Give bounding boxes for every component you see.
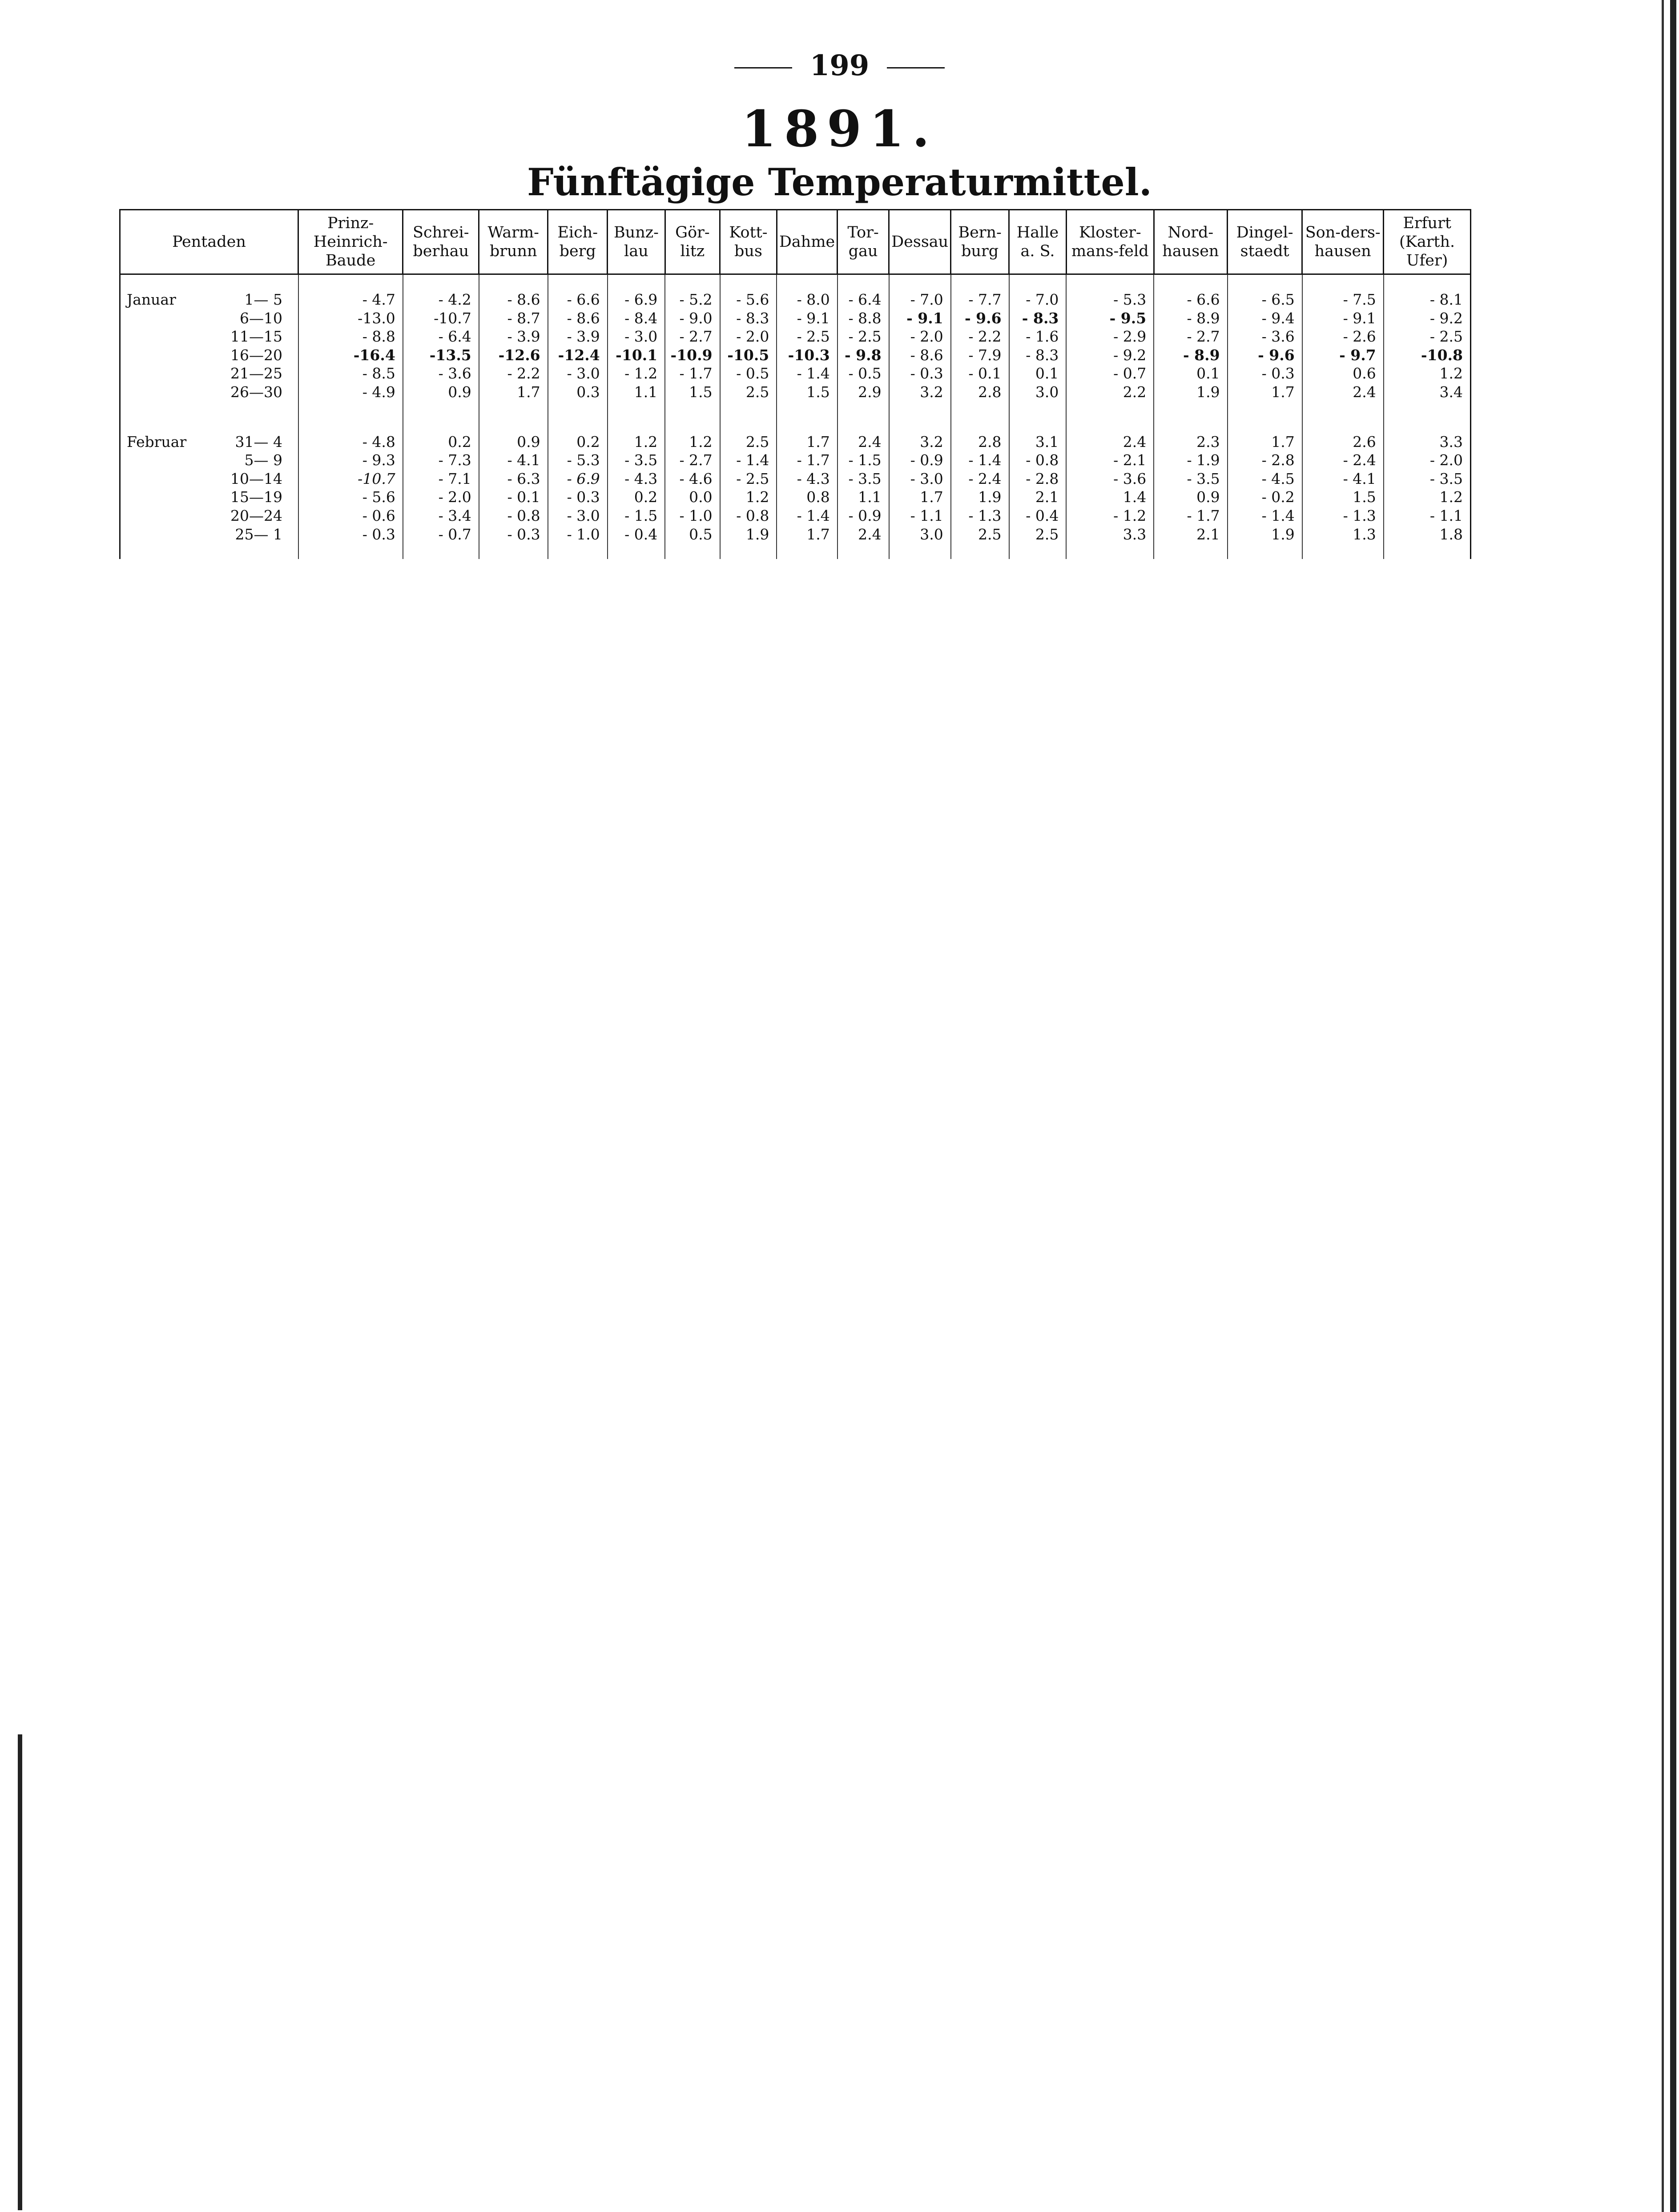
col-header-station: Schrei-berhau bbox=[403, 210, 479, 274]
temperature-cell: - 8.6 bbox=[479, 274, 548, 309]
temperature-cell: - 3.0 bbox=[889, 470, 951, 488]
temperature-cell: 2.4 bbox=[1302, 383, 1384, 417]
temperature-cell: - 3.6 bbox=[1228, 327, 1302, 346]
temperature-cell: - 0.3 bbox=[298, 525, 403, 559]
temperature-cell: -10.3 bbox=[777, 346, 837, 365]
temperature-cell: 1.2 bbox=[720, 488, 777, 507]
temperature-cell: 2.2 bbox=[1066, 383, 1154, 417]
temperature-cell: - 9.8 bbox=[837, 346, 889, 365]
temperature-cell: - 2.4 bbox=[1302, 451, 1384, 470]
col-header-station: Kott-bus bbox=[720, 210, 777, 274]
temperature-cell: - 2.5 bbox=[837, 327, 889, 346]
temperature-cell: - 2.4 bbox=[951, 470, 1009, 488]
temperature-cell: - 0.8 bbox=[720, 507, 777, 525]
temperature-cell: - 8.1 bbox=[1384, 274, 1471, 309]
temperature-cell: 0.0 bbox=[665, 488, 720, 507]
temperature-cell: - 2.5 bbox=[1384, 327, 1471, 346]
temperature-cell: - 6.4 bbox=[837, 274, 889, 309]
temperature-cell: 0.9 bbox=[403, 383, 479, 417]
temperature-cell: 1.7 bbox=[777, 417, 837, 451]
temperature-cell: - 5.3 bbox=[1066, 274, 1154, 309]
temperature-cell: - 3.5 bbox=[1154, 470, 1227, 488]
temperature-table bbox=[119, 209, 1471, 559]
temperature-cell: - 5.2 bbox=[665, 274, 720, 309]
col-header-station: Gör-litz bbox=[665, 210, 720, 274]
pentad-cell bbox=[120, 327, 298, 346]
temperature-cell: 0.5 bbox=[665, 525, 720, 559]
year-heading: 1891. bbox=[741, 100, 938, 158]
temperature-cell: 2.8 bbox=[951, 417, 1009, 451]
temperature-cell: 1.2 bbox=[1384, 364, 1471, 383]
temperature-cell: - 3.9 bbox=[479, 327, 548, 346]
temperature-cell: - 3.9 bbox=[548, 327, 608, 346]
month-label: Februar bbox=[127, 433, 187, 450]
temperature-cell: - 9.1 bbox=[777, 309, 837, 328]
col-header-station: Dingel-staedt bbox=[1228, 210, 1302, 274]
temperature-cell: - 8.8 bbox=[298, 327, 403, 346]
table-row bbox=[120, 309, 1471, 328]
temperature-cell: - 8.7 bbox=[479, 309, 548, 328]
temperature-cell: - 1.2 bbox=[1066, 507, 1154, 525]
temperature-cell: -12.4 bbox=[548, 346, 608, 365]
temperature-cell: -10.1 bbox=[608, 346, 665, 365]
temperature-cell: 1.9 bbox=[720, 525, 777, 559]
pentad-range: 10—14 bbox=[230, 470, 282, 487]
col-header-station: Nord-hausen bbox=[1154, 210, 1227, 274]
temperature-cell: 1.4 bbox=[1066, 488, 1154, 507]
table-header bbox=[120, 210, 1471, 274]
temperature-cell: - 2.0 bbox=[889, 327, 951, 346]
temperature-cell: - 7.7 bbox=[951, 274, 1009, 309]
temperature-cell: 1.5 bbox=[665, 383, 720, 417]
temperature-cell: - 0.9 bbox=[889, 451, 951, 470]
pentad-cell bbox=[120, 451, 298, 470]
temperature-cell: - 3.5 bbox=[1384, 470, 1471, 488]
temperature-cell: 2.1 bbox=[1009, 488, 1067, 507]
temperature-cell: - 1.4 bbox=[720, 451, 777, 470]
temperature-cell: - 2.6 bbox=[1302, 327, 1384, 346]
temperature-cell: - 1.4 bbox=[777, 507, 837, 525]
col-header-station: Bern-burg bbox=[951, 210, 1009, 274]
temperature-cell: -10.5 bbox=[720, 346, 777, 365]
temperature-cell: - 0.4 bbox=[608, 525, 665, 559]
pentad-cell bbox=[120, 346, 298, 365]
table-body bbox=[120, 274, 1471, 559]
temperature-cell: -16.4 bbox=[298, 346, 403, 365]
temperature-cell: 2.4 bbox=[837, 417, 889, 451]
temperature-cell: - 8.4 bbox=[608, 309, 665, 328]
pentad-range: 5— 9 bbox=[244, 451, 282, 469]
pentad-range: 11—15 bbox=[230, 328, 282, 346]
temperature-cell: 1.7 bbox=[1228, 417, 1302, 451]
temperature-cell: - 0.3 bbox=[889, 364, 951, 383]
temperature-cell: - 4.5 bbox=[1228, 470, 1302, 488]
temperature-cell: - 6.6 bbox=[1154, 274, 1227, 309]
pentad-range: 6—10 bbox=[240, 309, 282, 327]
col-header-station: Kloster-mans-feld bbox=[1066, 210, 1154, 274]
temperature-cell: 2.4 bbox=[1066, 417, 1154, 451]
temperature-cell: - 3.5 bbox=[837, 470, 889, 488]
temperature-cell: - 9.6 bbox=[951, 309, 1009, 328]
temperature-cell: 1.5 bbox=[777, 383, 837, 417]
temperature-cell: 2.5 bbox=[720, 417, 777, 451]
temperature-cell: - 1.7 bbox=[777, 451, 837, 470]
temperature-cell: - 9.3 bbox=[298, 451, 403, 470]
temperature-cell: - 1.3 bbox=[951, 507, 1009, 525]
temperature-cell: 1.2 bbox=[608, 417, 665, 451]
temperature-cell: - 7.0 bbox=[889, 274, 951, 309]
col-header-pentaden: Pentaden bbox=[120, 210, 298, 274]
table-row bbox=[120, 364, 1471, 383]
temperature-cell: - 7.1 bbox=[403, 470, 479, 488]
temperature-cell: - 9.5 bbox=[1066, 309, 1154, 328]
col-header-station: Halle a. S. bbox=[1009, 210, 1067, 274]
temperature-cell: 0.2 bbox=[608, 488, 665, 507]
col-header-station: Prinz-Heinrich-Baude bbox=[298, 210, 403, 274]
temperature-cell: -13.0 bbox=[298, 309, 403, 328]
temperature-cell: - 1.1 bbox=[889, 507, 951, 525]
temperature-cell: - 0.9 bbox=[837, 507, 889, 525]
binding-mark bbox=[18, 1734, 22, 2210]
temperature-cell: - 4.1 bbox=[1302, 470, 1384, 488]
temperature-cell: - 8.9 bbox=[1154, 309, 1227, 328]
temperature-cell: - 1.4 bbox=[951, 451, 1009, 470]
pentad-range: 26—30 bbox=[230, 383, 282, 401]
temperature-cell: 0.2 bbox=[548, 417, 608, 451]
temperature-cell: - 4.7 bbox=[298, 274, 403, 309]
temperature-cell: - 8.5 bbox=[298, 364, 403, 383]
temperature-cell: 3.0 bbox=[1009, 383, 1067, 417]
temperature-cell: - 0.7 bbox=[403, 525, 479, 559]
temperature-cell: - 9.6 bbox=[1228, 346, 1302, 365]
temperature-cell: - 1.3 bbox=[1302, 507, 1384, 525]
temperature-cell: 3.4 bbox=[1384, 383, 1471, 417]
pentad-cell bbox=[120, 274, 298, 309]
temperature-cell: 1.7 bbox=[1228, 383, 1302, 417]
temperature-cell: 2.4 bbox=[837, 525, 889, 559]
temperature-cell: - 0.3 bbox=[1228, 364, 1302, 383]
temperature-cell: 3.1 bbox=[1009, 417, 1067, 451]
col-header-station: Dessau bbox=[889, 210, 951, 274]
temperature-cell: - 6.4 bbox=[403, 327, 479, 346]
temperature-cell: -12.6 bbox=[479, 346, 548, 365]
temperature-cell: - 2.2 bbox=[479, 364, 548, 383]
table-row bbox=[120, 274, 1471, 309]
temperature-cell: - 0.6 bbox=[298, 507, 403, 525]
temperature-cell: - 6.3 bbox=[479, 470, 548, 488]
temperature-cell: 0.2 bbox=[403, 417, 479, 451]
page-number bbox=[0, 49, 1679, 82]
temperature-cell: -10.9 bbox=[665, 346, 720, 365]
temperature-cell: 0.1 bbox=[1009, 364, 1067, 383]
temperature-cell: - 6.5 bbox=[1228, 274, 1302, 309]
temperature-cell: - 2.7 bbox=[665, 451, 720, 470]
temperature-cell: - 7.5 bbox=[1302, 274, 1384, 309]
temperature-cell: - 9.7 bbox=[1302, 346, 1384, 365]
temperature-cell: 0.9 bbox=[479, 417, 548, 451]
table-row bbox=[120, 383, 1471, 417]
temperature-cell: - 0.1 bbox=[951, 364, 1009, 383]
temperature-cell: - 2.0 bbox=[403, 488, 479, 507]
table-row bbox=[120, 488, 1471, 507]
temperature-cell: -13.5 bbox=[403, 346, 479, 365]
month-label: Januar bbox=[127, 291, 176, 308]
pentad-range: 21—25 bbox=[230, 365, 282, 382]
temperature-cell: 1.9 bbox=[1154, 383, 1227, 417]
col-header-station: Dahme bbox=[777, 210, 837, 274]
temperature-cell: 1.1 bbox=[608, 383, 665, 417]
temperature-cell: - 5.3 bbox=[548, 451, 608, 470]
temperature-cell: - 8.6 bbox=[889, 346, 951, 365]
temperature-cell: - 0.4 bbox=[1009, 507, 1067, 525]
temperature-cell: 0.6 bbox=[1302, 364, 1384, 383]
pentad-cell bbox=[120, 470, 298, 488]
temperature-cell: - 1.4 bbox=[777, 364, 837, 383]
temperature-cell: 1.7 bbox=[889, 488, 951, 507]
temperature-cell: 1.7 bbox=[777, 525, 837, 559]
temperature-cell: 3.3 bbox=[1066, 525, 1154, 559]
temperature-cell: - 2.7 bbox=[665, 327, 720, 346]
pentad-cell bbox=[120, 525, 298, 559]
temperature-cell: 1.9 bbox=[951, 488, 1009, 507]
pentad-cell bbox=[120, 309, 298, 328]
temperature-cell: - 9.1 bbox=[889, 309, 951, 328]
temperature-cell: - 8.3 bbox=[720, 309, 777, 328]
temperature-cell: - 0.2 bbox=[1228, 488, 1302, 507]
temperature-cell: 1.8 bbox=[1384, 525, 1471, 559]
page-edge-line-inner bbox=[1662, 0, 1664, 2212]
header-row bbox=[120, 210, 1471, 274]
page-number-dash-left bbox=[734, 67, 792, 68]
temperature-cell: - 8.3 bbox=[1009, 346, 1067, 365]
temperature-cell: - 1.2 bbox=[608, 364, 665, 383]
temperature-cell: 2.5 bbox=[1009, 525, 1067, 559]
temperature-cell: 3.2 bbox=[889, 417, 951, 451]
temperature-cell: - 6.9 bbox=[548, 470, 608, 488]
temperature-cell: 1.7 bbox=[479, 383, 548, 417]
temperature-cell: - 0.3 bbox=[548, 488, 608, 507]
table-row bbox=[120, 525, 1471, 559]
page-number-dash-right bbox=[887, 67, 945, 68]
temperature-cell: - 3.0 bbox=[548, 507, 608, 525]
temperature-cell: - 3.6 bbox=[403, 364, 479, 383]
temperature-cell: 2.6 bbox=[1302, 417, 1384, 451]
temperature-cell: - 0.8 bbox=[1009, 451, 1067, 470]
table-row bbox=[120, 327, 1471, 346]
temperature-cell: - 9.0 bbox=[665, 309, 720, 328]
pentad-range: 20—24 bbox=[230, 507, 282, 524]
table-row bbox=[120, 417, 1471, 451]
temperature-cell: 1.5 bbox=[1302, 488, 1384, 507]
temperature-cell: - 9.4 bbox=[1228, 309, 1302, 328]
temperature-cell: - 2.0 bbox=[1384, 451, 1471, 470]
temperature-cell: 0.3 bbox=[548, 383, 608, 417]
temperature-cell: - 1.7 bbox=[665, 364, 720, 383]
temperature-cell: - 4.3 bbox=[608, 470, 665, 488]
col-header-station: Erfurt (Karth. Ufer) bbox=[1384, 210, 1471, 274]
temperature-cell: - 9.2 bbox=[1384, 309, 1471, 328]
temperature-cell: - 2.0 bbox=[720, 327, 777, 346]
temperature-cell: 0.8 bbox=[777, 488, 837, 507]
page-number-text: 199 bbox=[809, 49, 870, 82]
temperature-cell: - 2.5 bbox=[720, 470, 777, 488]
temperature-cell: 1.1 bbox=[837, 488, 889, 507]
temperature-cell: - 1.5 bbox=[608, 507, 665, 525]
temperature-cell: 1.2 bbox=[665, 417, 720, 451]
temperature-cell: - 2.5 bbox=[777, 327, 837, 346]
pentad-range: 1— 5 bbox=[244, 291, 282, 308]
temperature-cell: - 5.6 bbox=[720, 274, 777, 309]
temperature-cell: - 4.9 bbox=[298, 383, 403, 417]
pentad-cell bbox=[120, 507, 298, 525]
temperature-cell: - 4.6 bbox=[665, 470, 720, 488]
temperature-cell: - 4.2 bbox=[403, 274, 479, 309]
temperature-cell: 0.9 bbox=[1154, 488, 1227, 507]
temperature-cell: - 8.9 bbox=[1154, 346, 1227, 365]
table-title: Fünftägige Temperaturmittel. bbox=[527, 160, 1152, 204]
pentad-cell bbox=[120, 364, 298, 383]
temperature-cell: - 8.8 bbox=[837, 309, 889, 328]
temperature-cell: - 1.1 bbox=[1384, 507, 1471, 525]
col-header-station: Eich-berg bbox=[548, 210, 608, 274]
temperature-cell: - 0.8 bbox=[479, 507, 548, 525]
page-edge-line bbox=[1670, 0, 1676, 2212]
temperature-cell: - 4.3 bbox=[777, 470, 837, 488]
pentad-cell bbox=[120, 383, 298, 417]
pentad-range: 25— 1 bbox=[235, 525, 282, 543]
temperature-cell: 2.9 bbox=[837, 383, 889, 417]
temperature-cell: 2.3 bbox=[1154, 417, 1227, 451]
temperature-cell: - 7.3 bbox=[403, 451, 479, 470]
temperature-cell: 1.3 bbox=[1302, 525, 1384, 559]
col-header-station: Tor-gau bbox=[837, 210, 889, 274]
pentad-range: 31— 4 bbox=[235, 433, 282, 450]
temperature-cell: - 2.8 bbox=[1009, 470, 1067, 488]
temperature-cell: - 7.0 bbox=[1009, 274, 1067, 309]
pentad-cell bbox=[120, 417, 298, 451]
temperature-cell: - 0.3 bbox=[479, 525, 548, 559]
temperature-cell: - 1.6 bbox=[1009, 327, 1067, 346]
temperature-cell: 1.9 bbox=[1228, 525, 1302, 559]
temperature-cell: - 2.1 bbox=[1066, 451, 1154, 470]
temperature-cell: - 9.1 bbox=[1302, 309, 1384, 328]
temperature-cell: - 4.8 bbox=[298, 417, 403, 451]
temperature-cell: - 9.2 bbox=[1066, 346, 1154, 365]
table-row bbox=[120, 470, 1471, 488]
table-row bbox=[120, 507, 1471, 525]
pentad-range: 16—20 bbox=[230, 346, 282, 364]
temperature-cell: 3.2 bbox=[889, 383, 951, 417]
temperature-cell: 3.3 bbox=[1384, 417, 1471, 451]
temperature-cell: - 1.0 bbox=[665, 507, 720, 525]
temperature-cell: - 3.6 bbox=[1066, 470, 1154, 488]
temperature-cell: - 8.6 bbox=[548, 309, 608, 328]
temperature-cell: - 0.5 bbox=[837, 364, 889, 383]
temperature-cell: - 1.4 bbox=[1228, 507, 1302, 525]
temperature-cell: - 2.8 bbox=[1228, 451, 1302, 470]
temperature-cell: - 1.9 bbox=[1154, 451, 1227, 470]
temperature-cell: 3.0 bbox=[889, 525, 951, 559]
temperature-cell: - 7.9 bbox=[951, 346, 1009, 365]
temperature-cell: 2.5 bbox=[720, 383, 777, 417]
temperature-cell: -10.8 bbox=[1384, 346, 1471, 365]
temperature-cell: 2.5 bbox=[951, 525, 1009, 559]
temperature-cell: - 1.5 bbox=[837, 451, 889, 470]
temperature-cell: - 5.6 bbox=[298, 488, 403, 507]
temperature-cell: - 6.9 bbox=[608, 274, 665, 309]
pentad-cell bbox=[120, 488, 298, 507]
temperature-cell: - 3.0 bbox=[608, 327, 665, 346]
temperature-cell: - 2.7 bbox=[1154, 327, 1227, 346]
temperature-cell: -10.7 bbox=[403, 309, 479, 328]
temperature-cell: - 0.1 bbox=[479, 488, 548, 507]
temperature-cell: - 8.3 bbox=[1009, 309, 1067, 328]
col-header-station: Warm-brunn bbox=[479, 210, 548, 274]
temperature-cell: - 4.1 bbox=[479, 451, 548, 470]
temperature-cell: - 2.9 bbox=[1066, 327, 1154, 346]
col-header-station: Bunz-lau bbox=[608, 210, 665, 274]
table-row bbox=[120, 451, 1471, 470]
temperature-cell: 2.1 bbox=[1154, 525, 1227, 559]
temperature-cell: - 8.0 bbox=[777, 274, 837, 309]
table-row bbox=[120, 346, 1471, 365]
temperature-cell: -10.7 bbox=[298, 470, 403, 488]
col-header-station: Son-ders-hausen bbox=[1302, 210, 1384, 274]
temperature-cell: 0.1 bbox=[1154, 364, 1227, 383]
temperature-cell: - 3.5 bbox=[608, 451, 665, 470]
temperature-cell: - 3.0 bbox=[548, 364, 608, 383]
temperature-cell: - 6.6 bbox=[548, 274, 608, 309]
temperature-cell: - 0.7 bbox=[1066, 364, 1154, 383]
temperature-cell: 1.2 bbox=[1384, 488, 1471, 507]
temperature-cell: - 2.2 bbox=[951, 327, 1009, 346]
temperature-cell: - 1.0 bbox=[548, 525, 608, 559]
temperature-cell: 2.8 bbox=[951, 383, 1009, 417]
pentad-range: 15—19 bbox=[230, 488, 282, 506]
temperature-cell: - 1.7 bbox=[1154, 507, 1227, 525]
temperature-cell: - 3.4 bbox=[403, 507, 479, 525]
temperature-cell: - 0.5 bbox=[720, 364, 777, 383]
